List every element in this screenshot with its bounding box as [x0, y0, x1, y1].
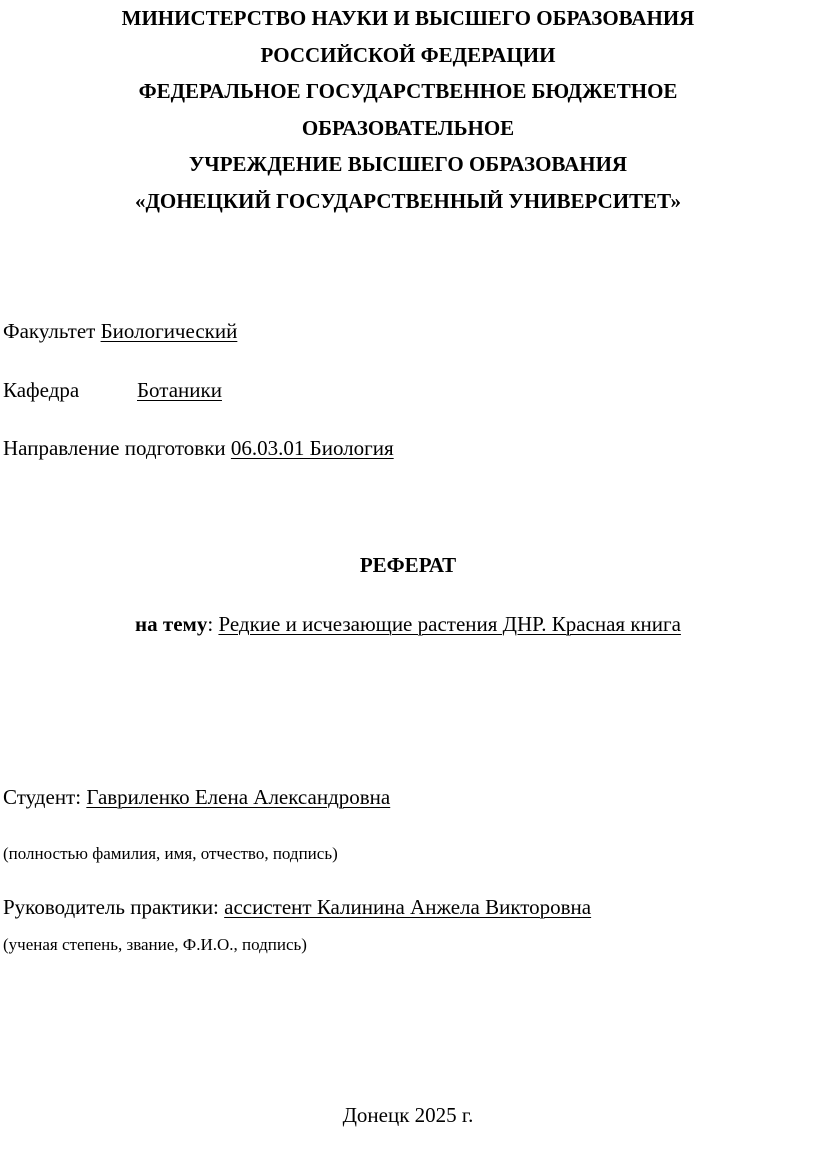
- topic-label: на тему: [135, 612, 208, 636]
- faculty-value: Биологический: [100, 319, 238, 343]
- student-line: [3, 785, 390, 810]
- ministry-header: [0, 0, 816, 220]
- supervisor-hint: (ученая степень, звание, Ф.И.О., подпись): [3, 935, 307, 954]
- topic-value: Редкие и исчезающие растения ДНР. Красная книга: [218, 612, 681, 636]
- header-line: РОССИЙСКОЙ ФЕДЕРАЦИИ: [260, 42, 556, 67]
- doc-type-title: РЕФЕРАТ: [359, 553, 457, 577]
- student-hint: (полностью фамилия, имя, отчество, подпись): [3, 844, 338, 863]
- department-label: Кафедра: [3, 378, 80, 402]
- supervisor-label: Руководитель практики:: [3, 895, 219, 919]
- faculty-label: Факультет: [3, 319, 96, 343]
- header-line: ОБРАЗОВАТЕЛЬНОЕ: [301, 115, 515, 140]
- department-value: Ботаники: [137, 378, 222, 402]
- student-label: Студент:: [3, 785, 82, 809]
- department-line: [3, 378, 222, 403]
- topic-line: на тему: Редкие и исчезающие растения ДНР. Красная книга: [135, 612, 681, 636]
- faculty-line: [3, 319, 237, 344]
- supervisor-value: ассистент Калинина Анжела Викторовна: [224, 895, 592, 919]
- city-year-footer: Донецк 2025 г.: [342, 1103, 474, 1127]
- direction-line: [3, 436, 394, 461]
- student-value: Гавриленко Елена Александровна: [86, 785, 391, 809]
- direction-value: 06.03.01 Биология: [230, 436, 394, 460]
- supervisor-line: [3, 895, 591, 920]
- direction-label: Направление подготовки: [3, 436, 226, 460]
- header-line: УЧРЕЖДЕНИЕ ВЫСШЕГО ОБРАЗОВАНИЯ: [188, 152, 628, 177]
- header-line: ФЕДЕРАЛЬНОЕ ГОСУДАРСТВЕННОЕ БЮДЖЕТНОЕ: [138, 79, 678, 104]
- header-line: «ДОНЕЦКИЙ ГОСУДАРСТВЕННЫЙ УНИВЕРСИТЕТ»: [134, 188, 682, 213]
- header-line: МИНИСТЕРСТВО НАУКИ И ВЫСШЕГО ОБРАЗОВАНИЯ: [121, 6, 695, 30]
